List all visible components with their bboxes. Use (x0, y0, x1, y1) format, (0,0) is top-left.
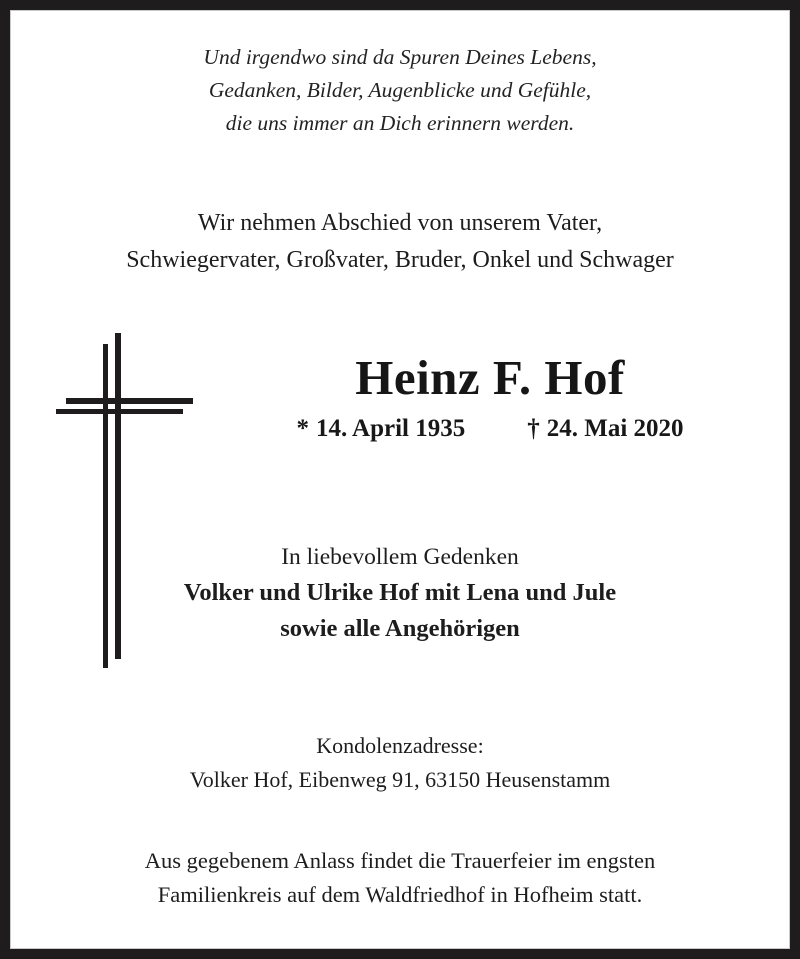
birth-date-value: 14. April 1935 (315, 415, 466, 442)
obituary-notice-card (10, 10, 790, 949)
condolence-address: Volker Hof, Eibenweg 91, 63150 Heusenstamm (189, 767, 611, 792)
mourners-line-1: Volker und Ulrike Hof mit Lena und Jule (183, 579, 617, 606)
mourners-line-2: sowie alle Angehörigen (280, 615, 520, 642)
deceased-block (201, 349, 779, 443)
birth-date (296, 415, 465, 443)
condolence-label: Kondolenzadresse: (316, 733, 484, 758)
funeral-block (11, 844, 789, 912)
death-cross-icon: † (527, 415, 540, 442)
memorial-intro: In liebevollem Gedenken (281, 544, 519, 570)
announcement-line-2: Schwiegervater, Großvater, Bruder, Onkel und Schwager (126, 247, 674, 273)
death-date-value: 24. Mai 2020 (546, 415, 684, 442)
quote-line-3: die uns immer an Dich erinnern werden. (225, 111, 575, 135)
memorial-block (11, 539, 789, 647)
funeral-line-1: Aus gegebenem Anlass findet die Trauerfeier im engsten (144, 848, 656, 873)
announcement-line-1: Wir nehmen Abschied von unserem Vater, (197, 210, 603, 236)
funeral-line-2: Familienkreis auf dem Waldfriedhof in Hofheim statt. (157, 882, 643, 907)
death-date (527, 415, 683, 443)
quote-line-1: Und irgendwo sind da Spuren Deines Lebens, (203, 45, 597, 69)
life-dates (201, 415, 779, 443)
condolence-block (11, 729, 789, 797)
deceased-name: Heinz F. Hof (355, 350, 625, 405)
quote-line-2: Gedanken, Bilder, Augenblicke und Gefühle, (208, 78, 592, 102)
memorial-quote (11, 41, 789, 140)
birth-star-icon: * (296, 415, 309, 442)
announcement-text (11, 205, 789, 279)
